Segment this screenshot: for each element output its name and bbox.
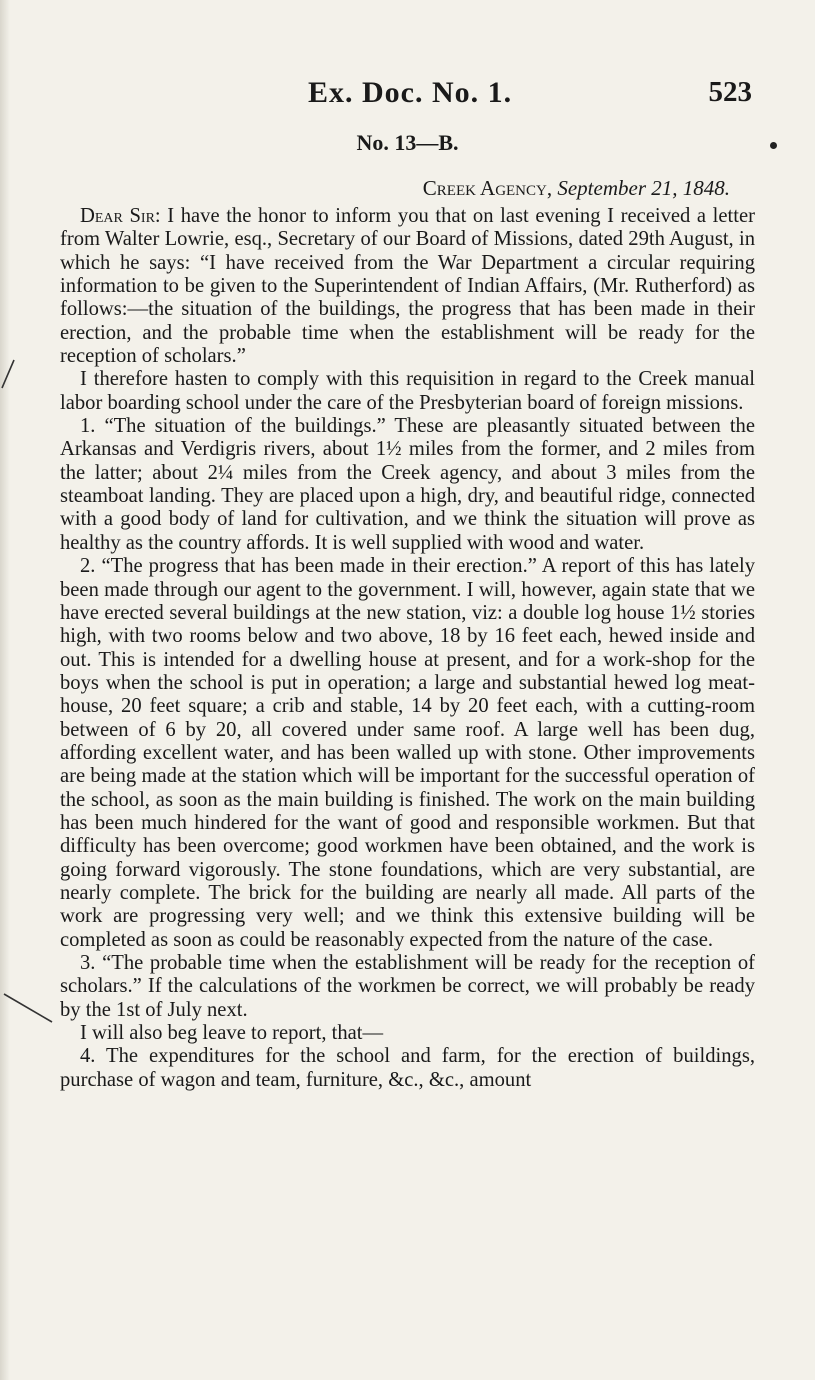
dateline-date: September 21, 1848. [557,176,730,200]
margin-pencil-mark-2 [0,988,60,1028]
margin-pencil-mark [0,352,40,392]
letter-paragraph-2: I therefore hasten to comply with this requisition in regard to the Creek manual labor boarding school under the care of the Presbyterian board of foreign missions. [60,368,755,414]
letter-paragraph-1 [60,205,755,368]
paragraph-text: I have the honor to inform you that on last evening I received a letter from Walter Lowrie, esq., Secretary of our Board of Missions, dated 29th August, in which he says: “I have received from the War Department a circular requiring information to be given to the Superintendent of Indian Affairs, (Mr. Rutherford) as follows:—the situation of the buildings, the progress that has been made in their erection, and the probable time when the establishment will be ready for the reception of scholars.” [60,205,755,368]
letter-paragraph-4: 2. “The progress that has been made in their erection.” A report of this has lately been made through our agent to the government. I will, however, again state that we have erected several buildings at the new station, viz: a double log house 1½ stories high, with two rooms below and two above, 18 by 16 feet each, hewed inside and out. This is intended for a dwelling house at present, and for a work-shop for the boys when the school is put in operation; a large and substantial hewed log meat-house, 20 feet square; a crib and stable, 14 by 20 feet each, with a cutting-room between of 6 by 20, all covered under same roof. A large well has been dug, affording excellent water, and has been walled up with stone. Other improvements are being made at the station which will be important for the successful operation of the school, as soon as the main building is finished. The work on the main building has been much hindered for the want of good and responsible workmen. But that difficulty has been overcome; good workmen have been obtained, and the work is going forward vigorously. The stone foundations, which are very substantial, are nearly complete. The brick for the building are nearly all made. All parts of the work are progressing very well; and we think this extensive building will be completed as soon as could be reasonably expected from the nature of the case. [60,555,755,951]
document-title: Ex. Doc. No. 1. [308,76,513,109]
page-number: 523 [708,76,752,108]
document-number: No. 13—B. [356,130,459,155]
salutation: Dear Sir: [80,205,161,227]
letter-body [60,205,755,1092]
letter-paragraph-5: 3. “The probable time when the establishment will be ready for the reception of scholars.” If the calculations of the workmen be correct, we will probably be ready by the 1st of July next. [60,952,755,1021]
letter-paragraph-7: 4. The expenditures for the school and farm, for the erection of buildings, purchase of wagon and team, furniture, &c., &c., amount [60,1045,755,1091]
letter-paragraph-3: 1. “The situation of the buildings.” These are pleasantly situated between the Arkansas and Verdigris rivers, about 1½ miles from the former, and 2 miles from the latter; about 2¼ miles from the Creek agency, and about 3 miles from the steamboat landing. They are placed upon a high, dry, and beautiful ridge, connected with a good body of land for cultivation, and we think the situation will prove as healthy as the country affords. It is well supplied with wood and water. [60,415,755,554]
page-edge-shadow [0,0,10,1380]
dateline-place: Creek Agency, [422,176,553,200]
letter-paragraph-6: I will also beg leave to report, that— [80,1022,384,1045]
page-header [300,76,760,116]
dateline [423,176,730,201]
